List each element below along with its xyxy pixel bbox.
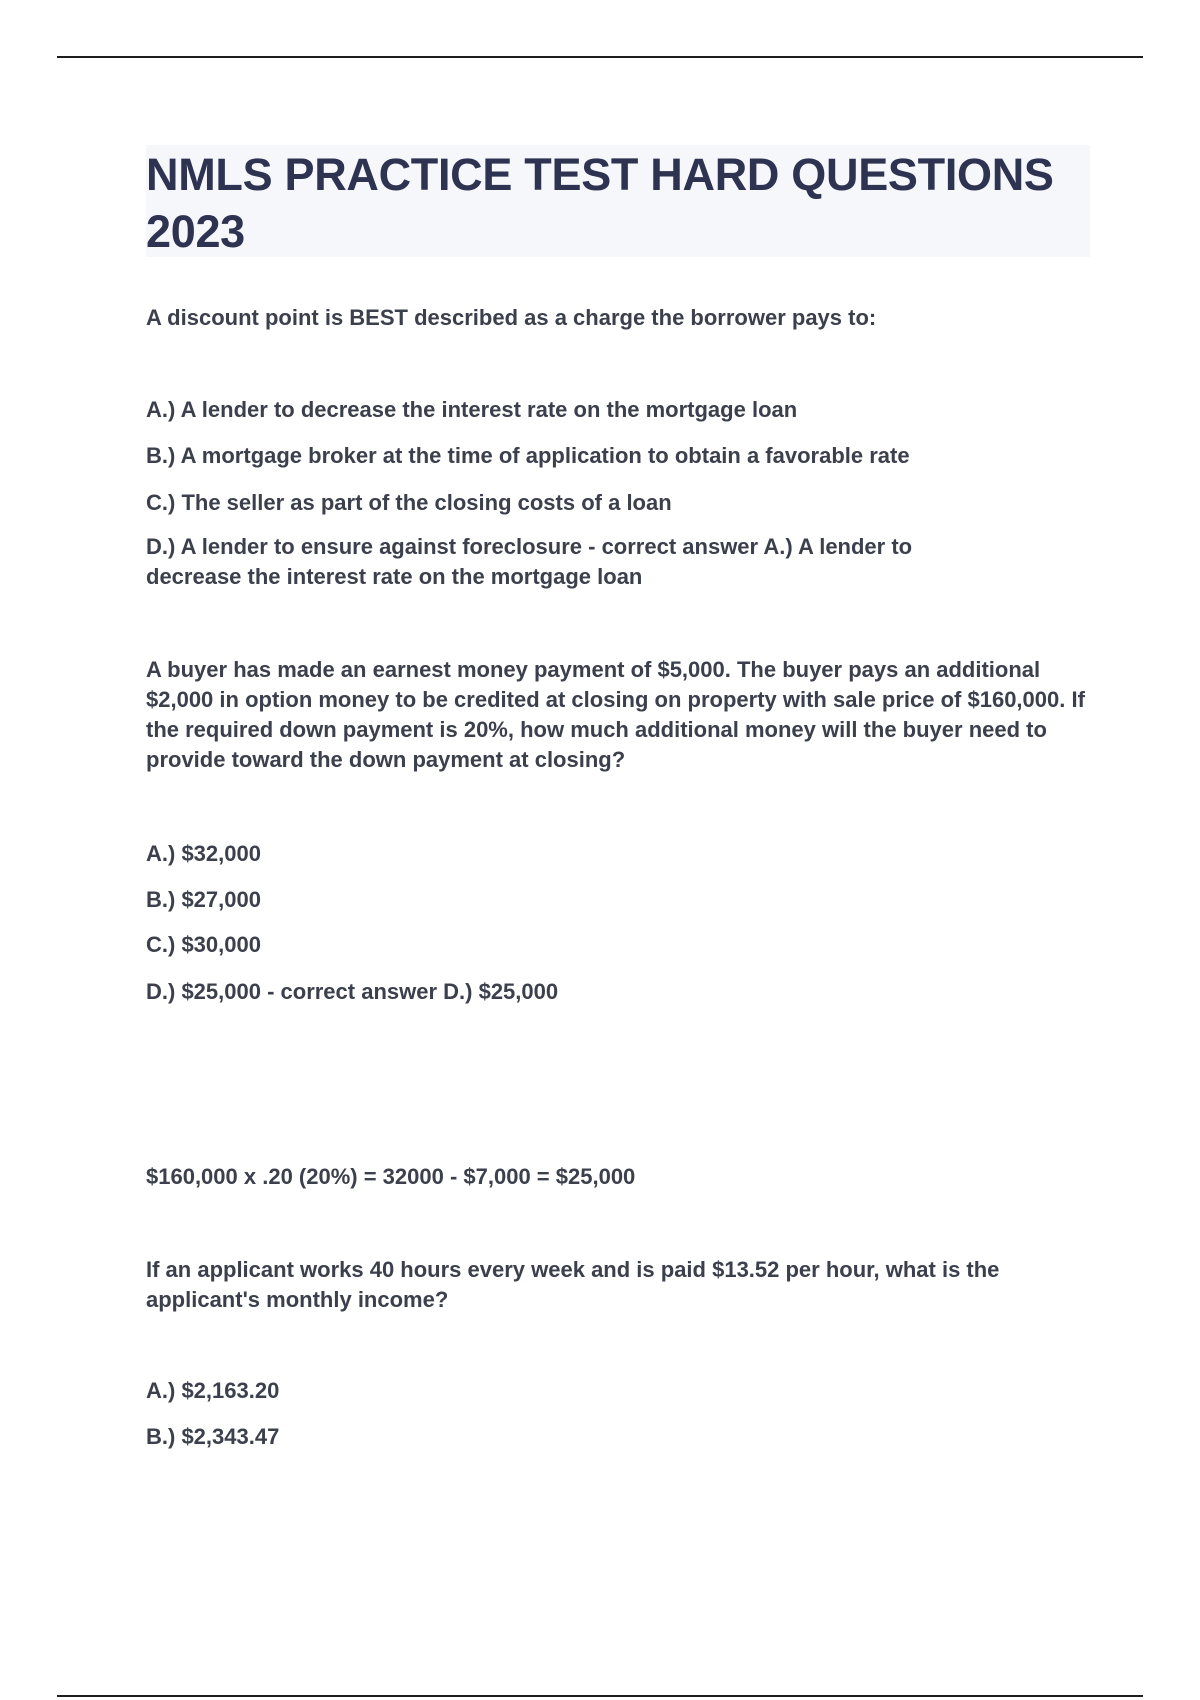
question-3-prompt: If an applicant works 40 hours every week and is paid $13.52 per hour, what is the applicant's monthly income? [146, 1257, 1000, 1312]
question-2-option-b: B.) $27,000 [146, 887, 261, 912]
question-1-option-d: D.) A lender to ensure against foreclosure - correct answer A.) A lender to decrease the interest rate on the mortgage loan [146, 534, 913, 589]
question-1-prompt: A discount point is BEST described as a charge the borrower pays to: [146, 305, 877, 330]
question-3-option-a: A.) $2,163.20 [146, 1378, 280, 1403]
question-2-prompt: A buyer has made an earnest money payment of $5,000. The buyer pays an additional $2,000 in option money to be credited at closing on property with sale price of $160,000. If the required down payment is 20%, how much additional money will the buyer need to provide toward the down payment at closing? [146, 657, 1085, 772]
question-1-option-b: B.) A mortgage broker at the time of application to obtain a favorable rate [146, 443, 910, 468]
question-2-option-c: C.) $30,000 [146, 932, 261, 957]
bottom-rule [57, 1695, 1143, 1697]
question-2-option-a: A.) $32,000 [146, 841, 261, 866]
question-1-option-a: A.) A lender to decrease the interest rate on the mortgage loan [146, 397, 798, 422]
document-title: NMLS PRACTICE TEST HARD QUESTIONS 2023 [146, 149, 1054, 257]
top-rule [57, 56, 1143, 58]
question-1-option-c: C.) The seller as part of the closing costs of a loan [146, 490, 672, 515]
question-2-option-d: D.) $25,000 - correct answer D.) $25,000 [146, 979, 559, 1004]
question-3-option-b: B.) $2,343.47 [146, 1424, 280, 1449]
question-2-explanation: $160,000 x .20 (20%) = 32000 - $7,000 = $25,000 [146, 1164, 636, 1189]
